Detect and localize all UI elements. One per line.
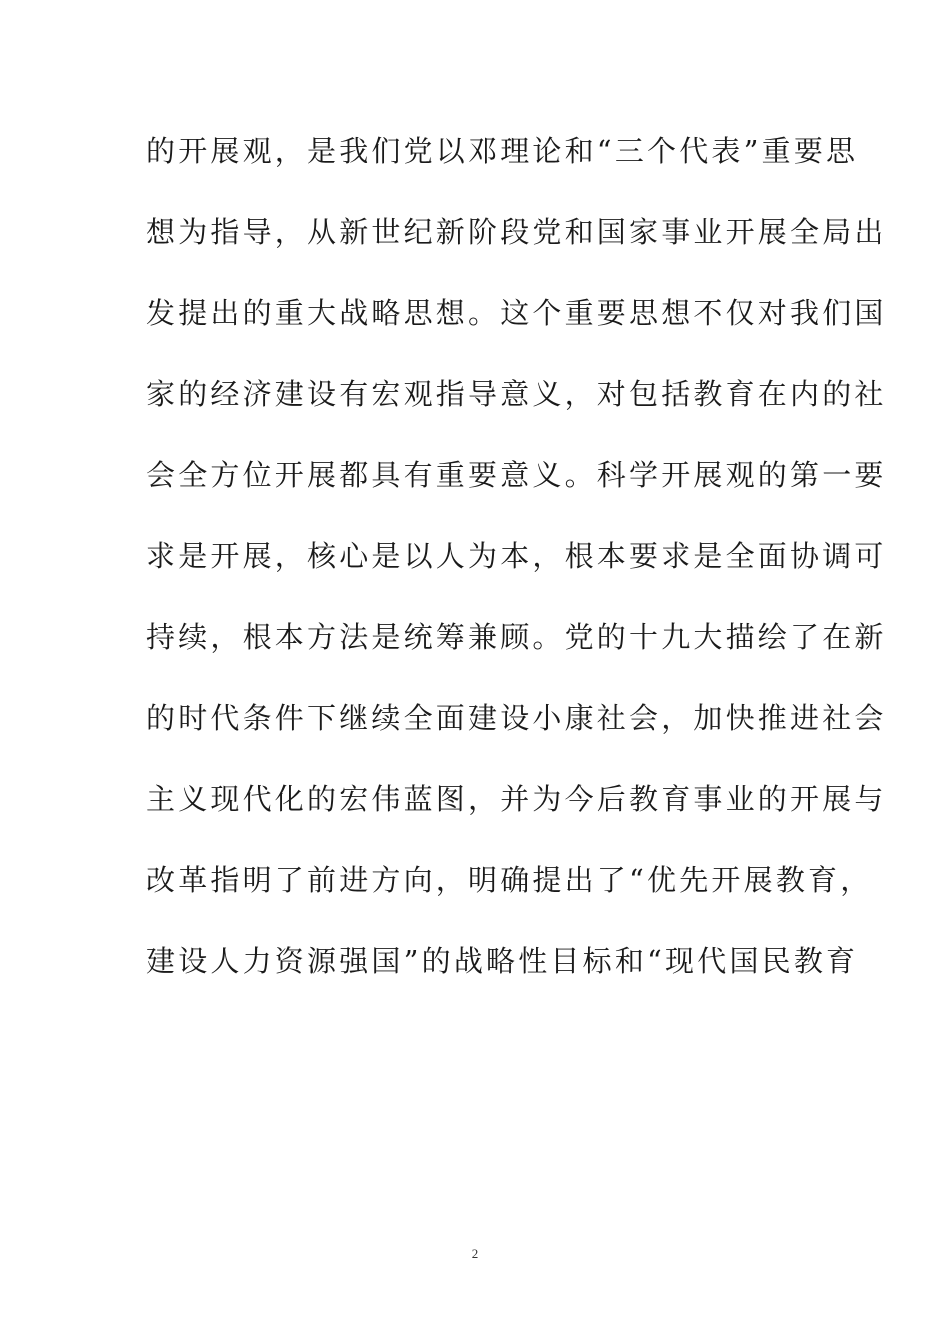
- body-text: [146, 122, 887, 1013]
- page-number: 2: [471, 1246, 479, 1261]
- text-line-11: 建设人力资源强国”的战略性目标和“现代国民教育: [146, 944, 859, 978]
- text-line-7: 持续，根本方法是统筹兼顾。党的十九大描绘了在新: [146, 620, 887, 654]
- text-line-8: 的时代条件下继续全面建设小康社会，加快推进社会: [146, 701, 887, 735]
- text-line-9: 主义现代化的宏伟蓝图，并为今后教育事业的开展与: [146, 782, 887, 816]
- text-line-4: 家的经济建设有宏观指导意义，对包括教育在内的社: [146, 377, 887, 411]
- text-line-5: 会全方位开展都具有重要意义。科学开展观的第一要: [146, 458, 887, 492]
- text-line-2: 想为指导，从新世纪新阶段党和国家事业开展全局出: [146, 215, 887, 249]
- text-line-3: 发提出的重大战略思想。这个重要思想不仅对我们国: [146, 296, 887, 330]
- text-line-10: 改革指明了前进方向，明确提出了“优先开展教育，: [146, 863, 873, 897]
- text-line-6: 求是开展，核心是以人为本，根本要求是全面协调可: [146, 539, 887, 573]
- text-line-1: 的开展观，是我们党以邓理论和“三个代表”重要思: [146, 134, 859, 168]
